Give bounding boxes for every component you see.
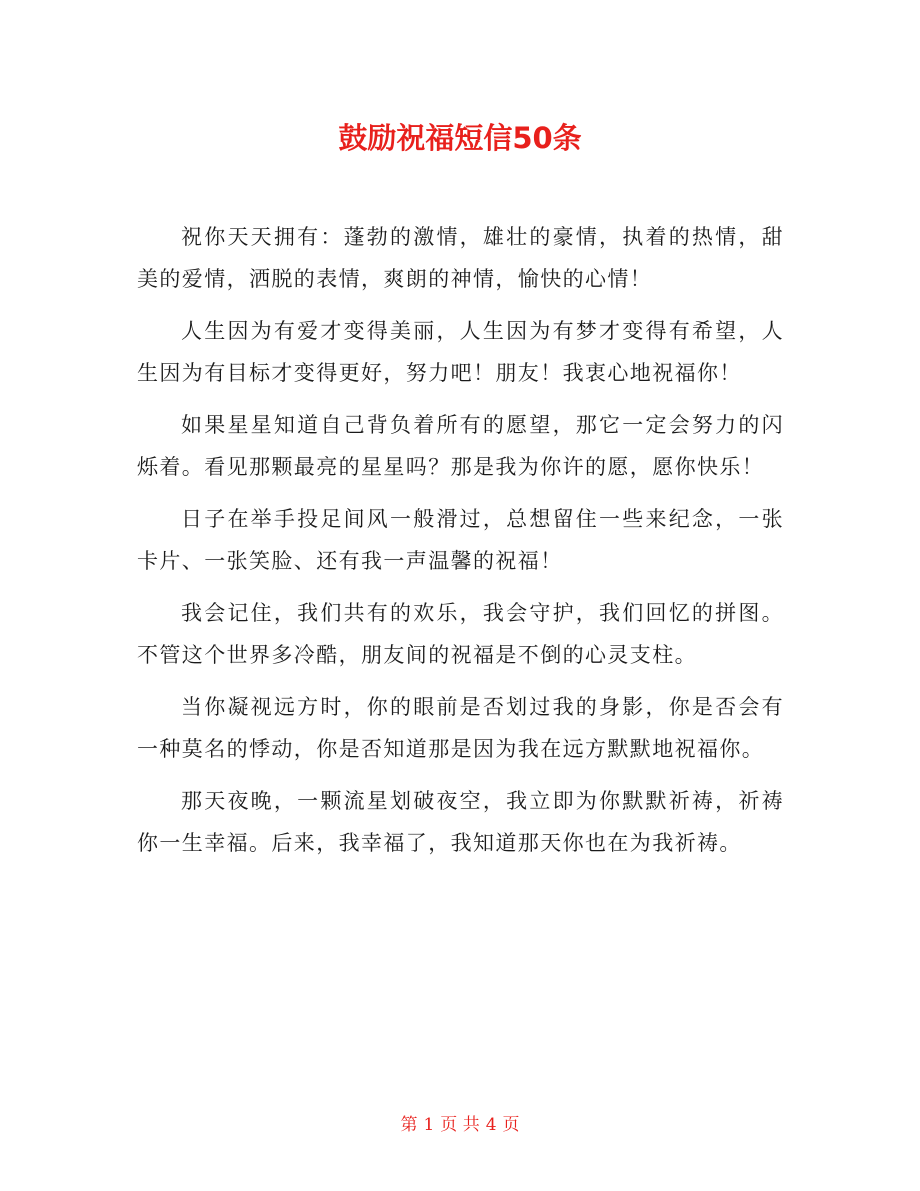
document-body — [137, 216, 784, 874]
paragraph: 我会记住，我们共有的欢乐，我会守护，我们回忆的拼图。不管这个世界多冷酷，朋友间的祝福是不倒的心灵支柱。 — [137, 601, 784, 667]
footer-page-number: 1 — [423, 1115, 435, 1135]
paragraph: 当你凝视远方时，你的眼前是否划过我的身影，你是否会有一种莫名的悸动，你是否知道那是因为我在远方默默地祝福你。 — [137, 695, 784, 761]
footer-middle: 页 共 — [440, 1115, 480, 1135]
paragraph: 祝你天天拥有：蓬勃的激情，雄壮的豪情，执着的热情，甜美的爱情，洒脱的表情，爽朗的神情，愉快的心情！ — [137, 225, 784, 291]
paragraph: 那天夜晚，一颗流星划破夜空，我立即为你默默祈祷，祈祷你一生幸福。后来，我幸福了，我知道那天你也在为我祈祷。 — [137, 789, 784, 855]
paragraph: 如果星星知道自己背负着所有的愿望，那它一定会努力的闪烁着。看见那颗最亮的星星吗？那是我为你许的愿，愿你快乐！ — [137, 413, 784, 479]
footer-suffix: 页 — [502, 1115, 520, 1135]
document-title: 鼓励祝福短信50条 — [338, 121, 582, 155]
footer-prefix: 第 — [400, 1115, 418, 1135]
page-footer — [0, 1113, 920, 1137]
paragraph: 日子在举手投足间风一般滑过，总想留住一些来纪念，一张卡片、一张笑脸、还有我一声温馨的祝福！ — [137, 507, 784, 573]
footer-total-pages: 4 — [485, 1115, 497, 1135]
paragraph: 人生因为有爱才变得美丽，人生因为有梦才变得有希望，人生因为有目标才变得更好，努力吧！朋友！我衷心地祝福你！ — [137, 319, 784, 385]
